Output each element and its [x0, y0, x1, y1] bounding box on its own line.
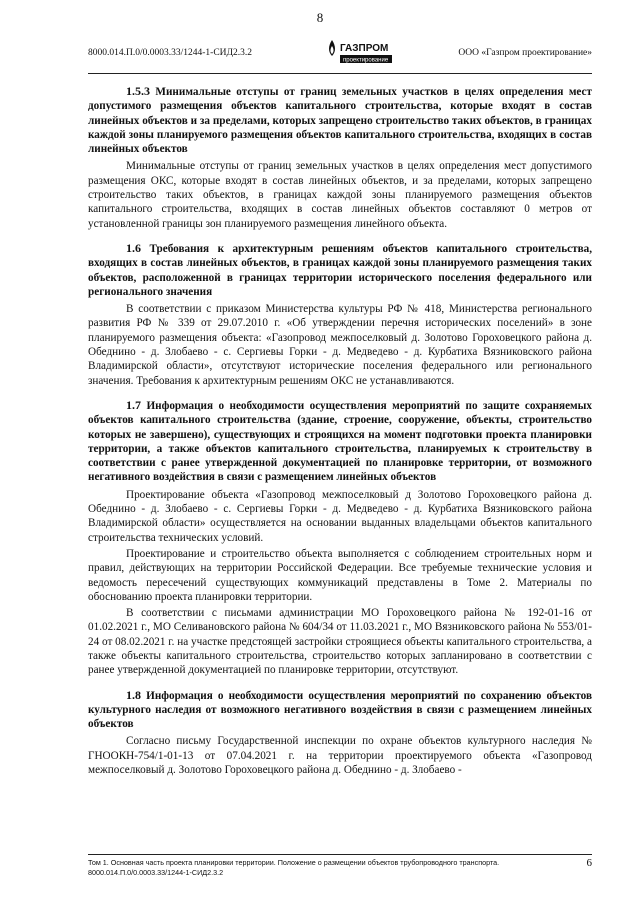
footer-page-number: 6 [586, 857, 592, 869]
logo-wordmark: ГАЗПРОМ [340, 43, 389, 54]
logo-subtext: проектирование [343, 57, 389, 64]
header-divider [88, 73, 592, 74]
section-heading-1-5-3: 1.5.3 Минимальные отступы от границ земельных участков в целях определения мест допустимого размещения объектов капитального строительства, которые входят в состав линейных объектов и за пределами, которых запрещено строительство таких объектов, в границах каждой зоны планируемого размещения объектов капитального строительства, входящих в состав линейных объектов [88, 84, 592, 156]
page-header [88, 36, 592, 72]
section-heading-1-6: 1.6 Требования к архитектурным решениям объектов капитального строительства, входящих в состав линейных объектов, в границах каждой зоны планируемого размещения таких объектов, расположенной в границах территории исторического поселения федерального или регионального значения [88, 240, 593, 298]
section-paragraph: Минимальные отступы от границ земельных участков в целях определения мест допустимого размещения ОКС, которые входят в состав линейных объектов, и за пределами, которых запрещено строительство таких объектов, в границах каждой зоны планируемого размещения объектов капитального строительства, входящих в состав линейных объектов составляют 0 метров от установленной границы зон планируемого размещения линейного объекта. [88, 160, 592, 230]
gazprom-logo [324, 36, 396, 70]
section-paragraph: Проектирование и строительство объекта выполняется с соблюдением строительных норм и правил, действующих на территории Российской Федерации. Все требуемые технические условия и ведомость пересечений существующих коммуникаций представлены в Томе 2. Материалы по обоснованию проекта планировки территории. [88, 547, 592, 603]
page-footer [88, 858, 592, 878]
footer-volume-title: Том 1. Основная часть проекта планировки территории. Положение о размещении объектов трубопроводного транспорта. [88, 858, 500, 867]
section-paragraph: В соответствии с письмами администрации МО Гороховецкого района № 192-01-16 от 01.02.2021 г., МО Селивановского района № 604/34 от 11.03.2021 г., МО Вязниковского района № 553/01-24 от 08.02.2021 г. на участке предстоящей застройки строящиеся объекты капитального строительства, а также объекты капитального строительства, строительство которых запланировано в соответствии с ранее утвержденной документацией по планировке территории, отсутствуют. [88, 607, 592, 677]
header-organization: ООО «Газпром проектирование» [458, 48, 592, 58]
header-document-code: 8000.014.П.0/0.0003.33/1244-1-СИД2.3.2 [88, 48, 253, 58]
document-body [88, 84, 592, 779]
section-paragraph: Проектирование объекта «Газопровод межпоселковый д Золотово Гороховецкого района д. Обеднино - д. Злобаево - с. Сергиевы Горки - д. Медведево - д. Курбатиха Вязниковского района Владимирской области» осуществляется на основании выданных владельцами объектов капитального строительства технических условий. [88, 488, 592, 544]
section-heading-1-8: 1.8 Информация о необходимости осуществления мероприятий по сохранению объектов культурного наследия от возможного негативного воздействия в связи с размещением линейных объектов [88, 687, 593, 731]
footer-divider [88, 854, 592, 855]
section-paragraph: В соответствии с приказом Министерства культуры РФ № 418, Министерства регионального развития РФ № 339 от 29.07.2010 г. «Об утверждении перечня исторических поселений» в зоне планируемого размещения объекта: «Газопровод межпоселковый д. Золотово Гороховецкого района д. Обеднино - д. Злобаево - с. Сергиевы Горки - д. Медведево - д. Курбатиха Вязниковского района Владимирской области», отсутствуют исторические поселения федерального или регионального значения. Требования к архитектурным решениям ОКС не устанавливаются. [88, 303, 592, 387]
top-page-number: 8 [316, 10, 324, 25]
section-heading-1-7: 1.7 Информация о необходимости осуществления мероприятий по защите сохраняемых объектов капитального строительства (здание, строение, сооружение, объекты, строительство которых не завершено), существующих и строящихся на момент подготовки проекта планировки территории, а также объектов капитального строительства, планируемых к строительству в соответствии с ранее утвержденной документацией по планировке территории, от возможного негативного воздействия в связи с размещением линейных объектов [88, 397, 592, 484]
section-paragraph: Согласно письму Государственной инспекции по охране объектов культурного наследия № ГНООКН-754/1-01-13 от 07.04.2021 г. на территории проектируемого объекта «Газопровод межпоселковый д. Золотово Гороховецкого района д. Обеднино - д. Злобаево - [88, 735, 592, 777]
footer-document-code: 8000.014.П.0/0.0003.33/1244-1-СИД2.3.2 [88, 868, 224, 877]
